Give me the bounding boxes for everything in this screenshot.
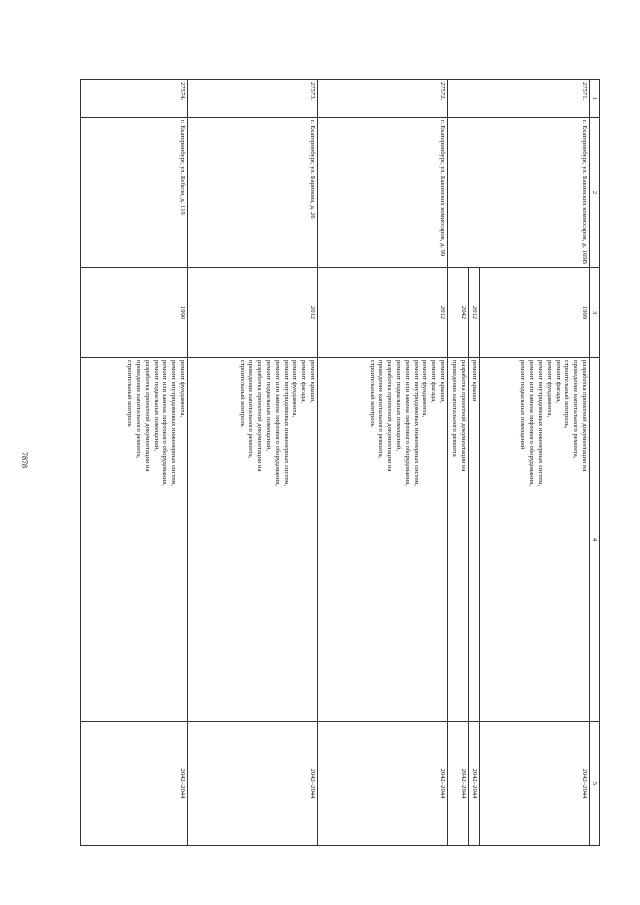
work-item: ремонт или замена лифтового оборудования, <box>528 360 536 486</box>
work-item: ремонт фасада, <box>300 360 308 403</box>
work-item: ремонт фундамента, <box>545 360 553 418</box>
work-item: строительный контроль <box>126 360 134 427</box>
work-item: ремонт или замена лифтового оборудования, <box>273 360 281 486</box>
period-cell: 2042–2044 <box>81 722 188 846</box>
row-number-cell: 27572. <box>318 80 448 118</box>
period-cell: 2042–2044 <box>480 722 590 846</box>
work-item: ремонт крыши <box>471 360 479 402</box>
work-item: ремонт фундамента, <box>421 360 429 418</box>
repair-schedule-table <box>80 79 600 846</box>
work-item: строительный контроль <box>368 360 376 427</box>
work-item: ремонт подвальных помещений <box>519 360 527 450</box>
works-cell <box>318 358 448 722</box>
year-cell: 1990 <box>81 268 188 358</box>
year-cell: 2012 <box>318 268 448 358</box>
year-cell: 2012 <box>188 268 318 358</box>
table-header-row <box>590 80 600 846</box>
work-item: проведение капитального ремонта, <box>377 360 385 459</box>
work-item: строительный контроль, <box>563 360 571 429</box>
work-item: ремонт фундамента, <box>179 360 186 418</box>
work-item: проведение капитального ремонта, <box>572 360 580 459</box>
table-row <box>480 80 590 846</box>
work-item: ремонт фундамента, <box>291 360 299 418</box>
table-row <box>318 80 448 846</box>
rotated-table-container <box>80 79 600 845</box>
year-cell: 2042 <box>448 268 469 358</box>
address-cell: г. Екатеринбург, ул. Бебеля, д. 119 <box>81 118 188 268</box>
work-item: ремонт подвальных помещений, <box>265 360 273 451</box>
works-cell <box>81 358 188 722</box>
works-cell <box>468 358 480 722</box>
row-number-cell: 27573. <box>188 80 318 118</box>
work-item: ремонт внутридомовых инженерных систем, <box>412 360 420 487</box>
row-number-cell: 27574. <box>81 80 188 118</box>
work-item: ремонт внутридомовых инженерных систем, <box>282 360 290 487</box>
work-item: проведение капитального ремонта, <box>247 360 255 459</box>
period-cell: 2042–2044 <box>318 722 448 846</box>
work-item: строительный контроль <box>238 360 246 427</box>
table-row <box>81 80 188 846</box>
work-item: ремонт подвальных помещений, <box>395 360 403 451</box>
address-cell: г. Екатеринбург, ул. Баринова, д. 26 <box>188 118 318 268</box>
works-cell <box>188 358 318 722</box>
column-header-5: 5 <box>590 722 600 846</box>
work-item: ремонт подвальных помещений, <box>152 360 160 451</box>
work-item: проведение капитального ремонта, <box>135 360 143 459</box>
year-cell: 2012 <box>468 268 480 358</box>
period-cell: 2042–2044 <box>188 722 318 846</box>
address-cell: г. Екатеринбург, ул. Бакинских комиссаров, д. 169В <box>448 118 590 268</box>
column-header-4: 4 <box>590 358 600 722</box>
column-header-3: 3 <box>590 268 600 358</box>
column-header-1: 1 <box>590 80 600 118</box>
period-cell: 2042–2044 <box>468 722 480 846</box>
period-cell: 2042–2044 <box>448 722 469 846</box>
works-cell <box>480 358 590 722</box>
work-item: ремонт крыши, <box>439 360 446 403</box>
work-item: ремонт или замена лифтового оборудования, <box>403 360 411 486</box>
row-number-cell: 27571. <box>448 80 590 118</box>
table-row <box>188 80 318 846</box>
work-item: разработка проектной документации на <box>386 360 394 472</box>
work-item: разработка проектной документации на <box>143 360 151 472</box>
work-item: разработка проектной документации на <box>581 360 588 472</box>
work-item: ремонт фасада, <box>554 360 562 403</box>
column-header-2: 2 <box>590 118 600 268</box>
year-cell: 1999 <box>480 268 590 358</box>
work-item: разработка проектной документации на <box>256 360 264 472</box>
work-item: разработка проектной документации на <box>459 360 467 472</box>
work-item: проведение капитального ремонта <box>450 360 458 457</box>
page-number: 7878 <box>20 452 29 468</box>
work-item: ремонт внутридомовых инженерных систем, <box>170 360 178 487</box>
work-item: ремонт крыши, <box>309 360 316 403</box>
works-cell <box>448 358 469 722</box>
address-cell: г. Екатеринбург, ул. Бакинских комиссаров, д. 99 <box>318 118 448 268</box>
work-item: ремонт или замена лифтового оборудования, <box>161 360 169 486</box>
work-item: ремонт внутридомовых инженерных систем, <box>537 360 545 487</box>
work-item: ремонт фасада, <box>430 360 438 403</box>
